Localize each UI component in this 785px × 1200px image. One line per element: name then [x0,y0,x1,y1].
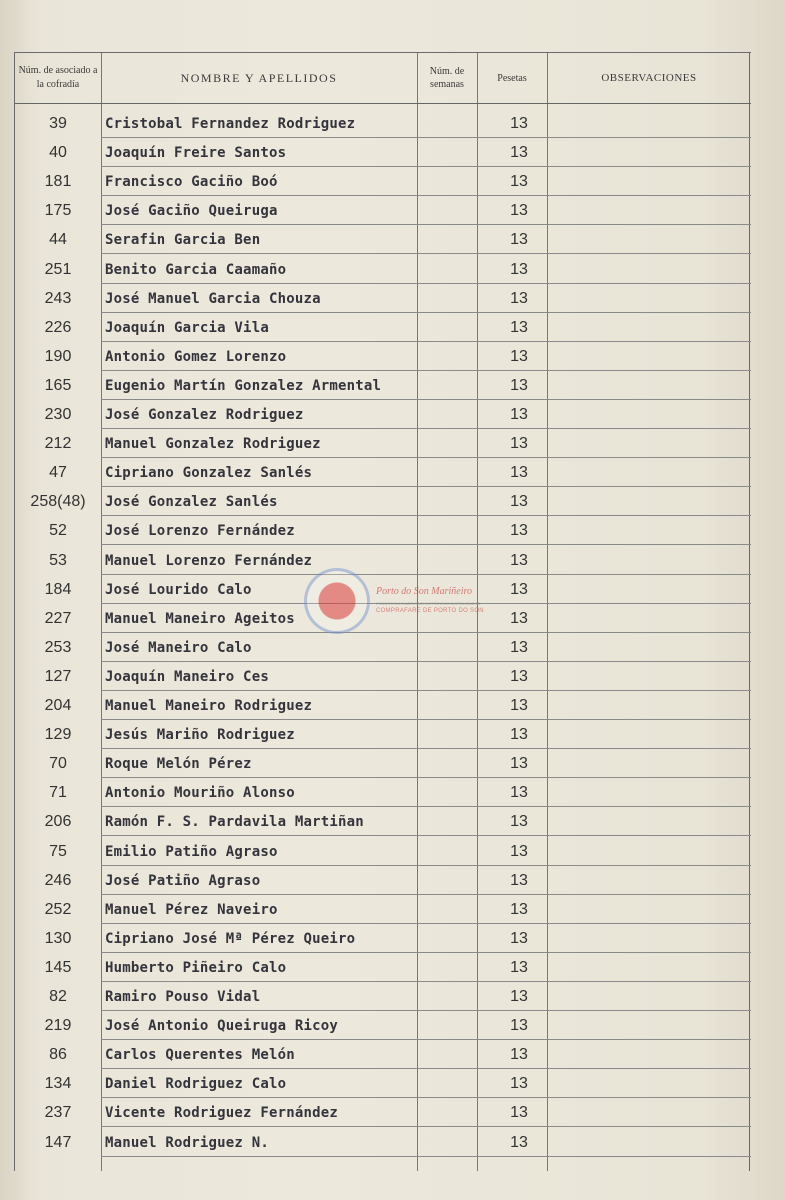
table-row [15,1128,751,1157]
table-row [15,953,751,982]
table-row [15,924,751,953]
table-row [15,225,751,254]
table-row [15,167,751,196]
pesetas-amount: 13 [510,115,528,132]
pesetas-amount: 13 [510,755,528,773]
pesetas-amount: 13 [510,144,528,162]
pesetas-amount: 13 [510,784,528,802]
member-number: 147 [44,1133,72,1151]
header-member-number: Núm. de asociado a la cofradía [18,65,98,90]
row-divider [101,1156,751,1157]
table-row [15,895,751,924]
member-number: 44 [49,231,67,249]
pesetas-amount: 13 [510,871,528,889]
member-number: 40 [49,144,67,162]
member-number: 253 [44,638,72,656]
member-number: 252 [44,900,72,918]
pesetas-amount: 13 [510,988,528,1005]
table-row [15,691,751,720]
watermark-small-text: FONDOS DOCUMENTAIS HISTÓRICOS DIXITALIZADOS [376,601,481,606]
member-number: 129 [44,726,72,744]
member-name: Ramiro Pouso Vidal [105,989,261,1005]
table-row [15,837,751,866]
pesetas-amount: 13 [510,667,528,685]
member-number: 227 [44,609,72,627]
member-name: José Manuel Garcia Chouza [105,290,321,307]
member-name: José Antonio Queiruga Ricoy [105,1018,338,1035]
member-name: Francisco Gaciño Boó [105,174,278,191]
pesetas-amount: 13 [510,1075,528,1093]
member-name: José Gonzalez Rodriguez [105,407,304,423]
pesetas-amount: 13 [510,522,528,540]
member-number: 130 [44,929,72,947]
member-number: 47 [49,464,67,482]
member-number: 237 [44,1104,72,1122]
member-name: Ramón F. S. Pardavila Martiñan [105,814,364,831]
pesetas-amount: 13 [510,347,528,365]
table-row [15,778,751,807]
member-number: 145 [44,958,72,976]
pesetas-amount: 13 [510,842,528,860]
member-number: 53 [49,551,67,569]
member-name: Eugenio Martín Gonzalez Armental [105,377,382,394]
member-name: José Lorenzo Fernández [105,523,295,540]
member-name: Cristobal Fernandez Rodriguez [105,116,356,132]
header-divider [15,103,751,104]
pesetas-amount: 13 [510,202,528,220]
table-row [15,516,751,545]
table-row [15,458,751,487]
member-name: Vicente Rodriguez Fernández [105,1105,338,1122]
member-number: 219 [44,1017,72,1035]
member-number: 86 [49,1046,67,1064]
table-row [15,429,751,458]
pesetas-amount: 13 [510,726,528,744]
member-number: 184 [44,580,72,598]
header-weeks: Núm. de semanas [429,66,465,90]
member-name: Antonio Gomez Lorenzo [105,348,287,365]
pesetas-amount: 13 [510,813,528,831]
member-name: Joaquín Garcia Vila [105,319,269,336]
member-number: 52 [49,522,67,540]
pesetas-amount: 13 [510,493,528,511]
pesetas-amount: 13 [510,1046,528,1064]
pesetas-amount: 13 [510,464,528,482]
member-number: 251 [44,260,72,278]
member-name: Joaquín Maneiro Ces [105,668,269,685]
member-number: 230 [44,406,72,423]
member-name: Emilio Patiño Agraso [105,843,278,860]
pesetas-amount: 13 [510,580,528,598]
table-row [15,662,751,691]
table-row [15,807,751,836]
member-name: Roque Melón Pérez [105,756,252,773]
member-name: José Gonzalez Sanlés [105,494,278,511]
member-name: Manuel Maneiro Rodriguez [105,698,313,714]
member-number: 175 [44,202,72,220]
member-number: 127 [44,667,72,685]
member-number: 181 [44,173,72,191]
pesetas-amount: 13 [510,376,528,394]
table-row [15,138,751,167]
pesetas-amount: 13 [510,406,528,423]
table-row [15,109,751,138]
table-row [15,196,751,225]
table-row [15,1069,751,1098]
pesetas-amount: 13 [510,289,528,307]
pesetas-amount: 13 [510,173,528,191]
pesetas-amount: 13 [510,435,528,453]
member-name: Cipriano Gonzalez Sanlés [105,465,313,482]
member-name: Antonio Mouriño Alonso [105,785,295,802]
pesetas-amount: 13 [510,929,528,947]
pesetas-amount: 13 [510,551,528,569]
member-name: José Gaciño Queiruga [105,203,278,220]
table-row [15,487,751,516]
member-number: 204 [44,697,72,714]
member-name: Benito Garcia Caamaño [105,261,287,278]
table-row [15,866,751,895]
pesetas-amount: 13 [510,638,528,656]
member-name: Carlos Querentes Melón [105,1047,295,1064]
table-row [15,1011,751,1040]
member-name: Manuel Gonzalez Rodriguez [105,436,321,453]
table-row [15,982,751,1011]
member-name: Jesús Mariño Rodriguez [105,727,295,744]
member-name: Manuel Lorenzo Fernández [105,552,313,569]
member-number: 70 [49,755,67,773]
member-name: José Patiño Agraso [105,872,261,889]
member-number: 82 [49,988,67,1005]
table-row [15,342,751,371]
member-number: 75 [49,842,67,860]
member-number: 71 [49,784,67,802]
table-row [15,749,751,778]
pesetas-amount: 13 [510,1104,528,1122]
member-number: 165 [44,376,72,394]
member-name: Manuel Pérez Naveiro [105,901,278,918]
pesetas-amount: 13 [510,1133,528,1151]
pesetas-amount: 13 [510,958,528,976]
pesetas-amount: 13 [510,697,528,714]
table-row [15,720,751,749]
watermark-title: Porto do Son Mariñeiro [376,586,473,597]
member-name: Humberto Piñeiro Calo [105,959,287,976]
member-number: 206 [44,813,72,831]
member-name: Cipriano José Mª Pérez Queiro [105,930,356,947]
member-number: 39 [49,115,67,132]
member-number: 243 [44,289,72,307]
pesetas-amount: 13 [510,900,528,918]
member-name: Joaquín Freire Santos [105,145,287,162]
member-number: 258(48) [30,493,86,511]
watermark-subtitle: COMPRAFARE DE PORTO DO SON [376,608,484,614]
table-row [15,284,751,313]
member-name: Daniel Rodriguez Calo [105,1076,287,1093]
member-name: Manuel Rodriguez N. [105,1134,269,1151]
pesetas-amount: 13 [510,1017,528,1035]
table-row [15,400,751,429]
table-row [15,255,751,284]
member-name: José Lourido Calo [105,581,252,598]
member-number: 190 [44,347,72,365]
header-name: NOMBRE Y APELLIDOS [180,70,338,85]
member-name: José Maneiro Calo [105,639,252,656]
header-pesetas: Pesetas [497,72,527,84]
watermark-stamp [300,560,520,640]
pesetas-amount: 13 [510,231,528,249]
member-name: Manuel Maneiro Ageitos [105,610,295,627]
member-number: 212 [44,435,72,453]
pesetas-amount: 13 [510,318,528,336]
table-row [15,1098,751,1127]
table-row [15,313,751,342]
table-row [15,1040,751,1069]
header-observations: OBSERVACIONES [601,72,697,84]
table-row [15,371,751,400]
pesetas-amount: 13 [510,260,528,278]
member-name: Serafin Garcia Ben [105,232,261,249]
member-number: 134 [44,1075,72,1093]
member-number: 246 [44,871,72,889]
lifebuoy-logo-icon [304,568,370,634]
pesetas-amount: 13 [510,609,528,627]
member-number: 226 [44,318,72,336]
